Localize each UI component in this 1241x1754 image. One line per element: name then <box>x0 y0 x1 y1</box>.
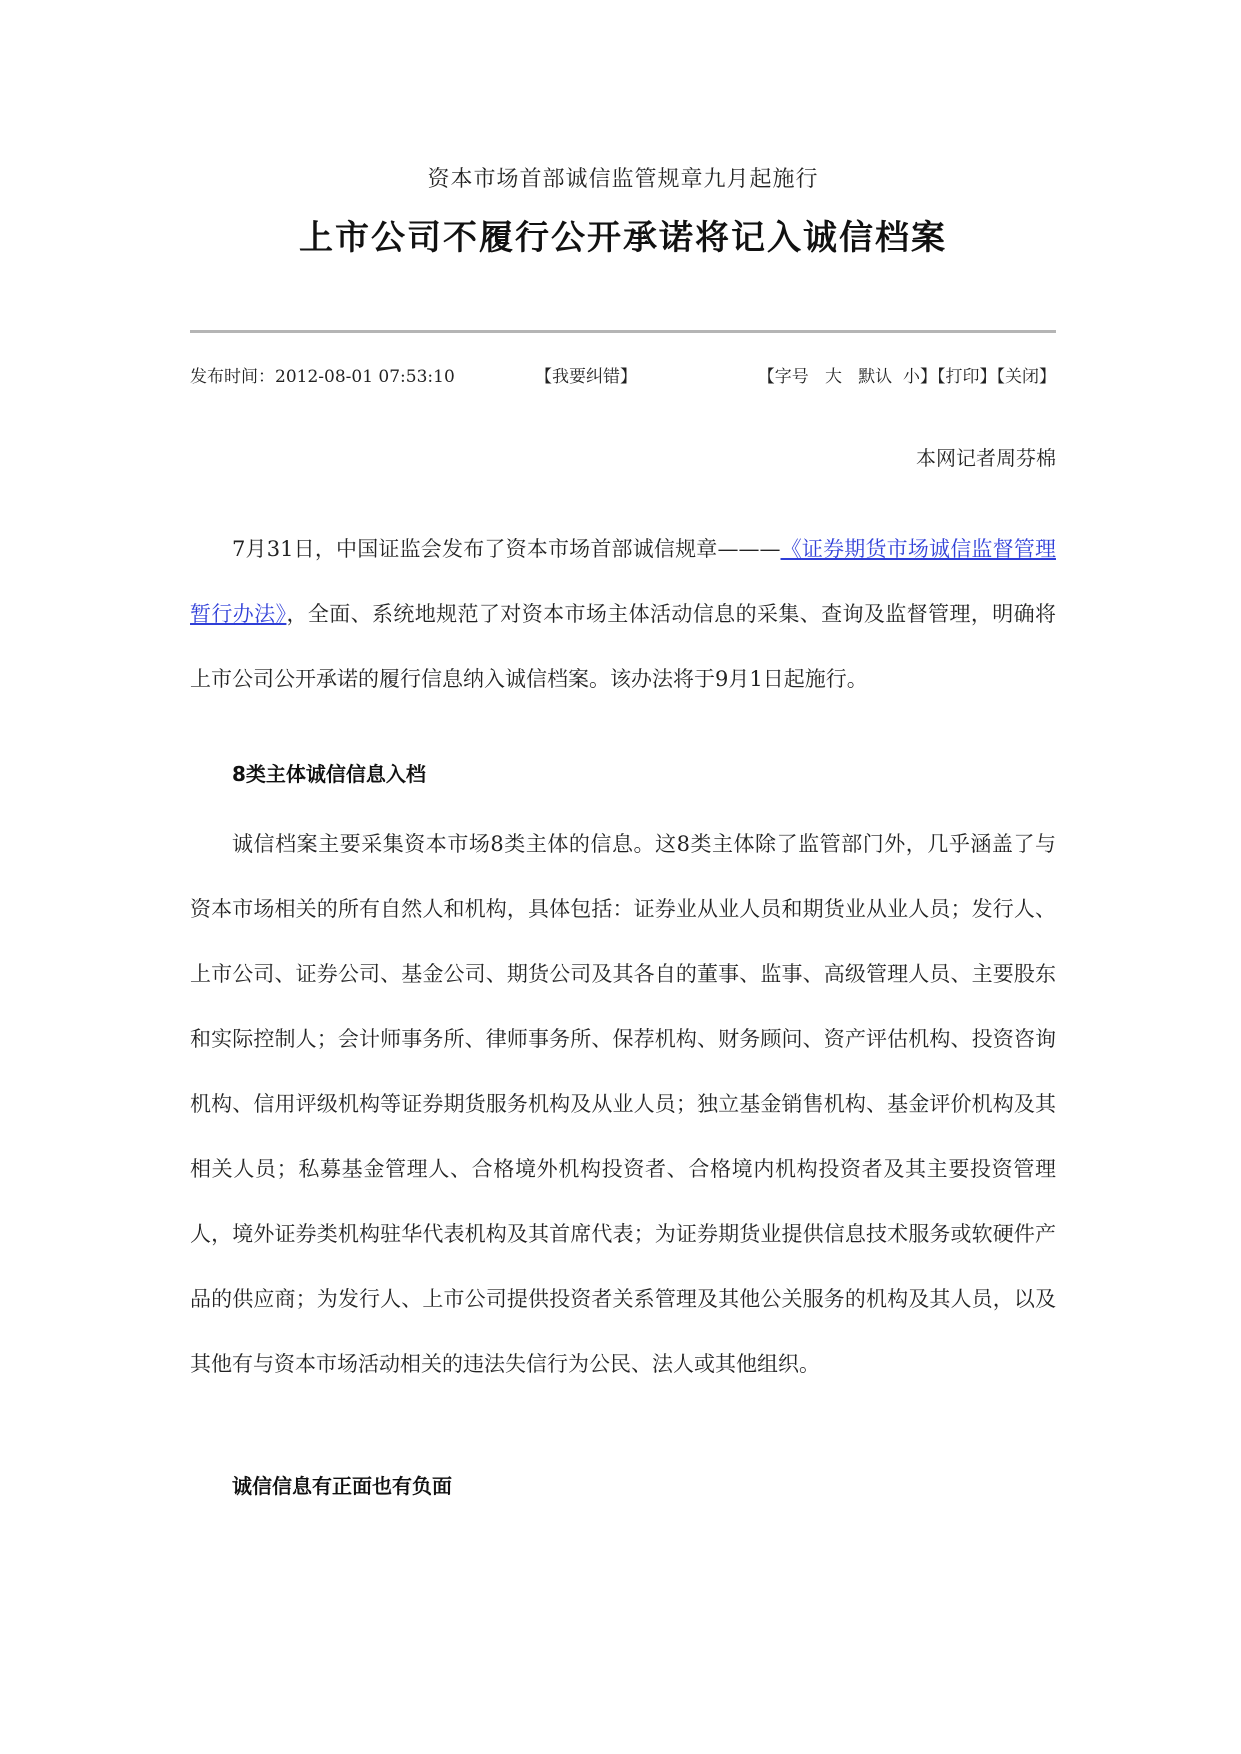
article-title: 上市公司不履行公开承诺将记入诚信档案 <box>299 218 947 258</box>
font-size-large-link[interactable]: 大 <box>824 367 842 387</box>
lead-text-before-link: 7月31日，中国证监会发布了资本市场首部诚信规章——— <box>232 537 781 561</box>
section-paragraph: 诚信档案主要采集资本市场8类主体的信息。这8类主体除了监管部门外，几乎涵盖了与资本市场相关的所有自然人和机构，具体包括：证券业从业人员和期货业从业人员；发行人、上市公司、证券公司、基金公司、期货公司及其各自的董事、监事、高级管理人员、主要股东和实际控制人；会计师事务所、律师事务所、保荐机构、财务顾问、资产评估机构、投资咨询机构、信用评级机构等证券期货服务机构及从业人员；独立基金销售机构、基金评价机构及其相关人员；私募基金管理人、合格境外机构投资者、合格境内机构投资者及其主要投资管理人，境外证券类机构驻华代表机构及其首席代表；为证券期货业提供信息技术服务或软硬件产品的供应商；为发行人、上市公司提供投资者关系管理及其他公关服务的机构及其人员，以及其他有与资本市场活动相关的违法失信行为公民、法人或其他组织。 <box>190 832 1056 1376</box>
lead-text-after-link: ，全面、系统地规范了对资本市场主体活动信息的采集、查询及监督管理，明确将上市公司公开承诺的履行信息纳入诚信档案。该办法将于9月1日起施行。 <box>190 602 1056 691</box>
reporter-byline: 本网记者周芬棉 <box>916 446 1056 470</box>
close-link[interactable]: 【关闭】 <box>996 367 1056 387</box>
font-size-label: 【字号 <box>757 367 809 387</box>
lead-paragraph <box>190 517 1056 712</box>
regulation-link[interactable]: 《证券期货市场诚信监督管理暂行办法》 <box>190 537 1056 626</box>
title-divider <box>190 330 1056 333</box>
report-error-link[interactable]: 【我要纠错】 <box>535 367 637 387</box>
article-page <box>190 0 1056 1754</box>
section-heading: 8类主体诚信信息入档 <box>232 762 426 786</box>
font-size-default-link[interactable]: 默认 <box>858 367 893 387</box>
article-tools <box>758 362 1056 387</box>
print-link[interactable]: 【打印】 <box>937 367 997 387</box>
publish-time: 发布时间：2012-08-01 07:53:10 <box>190 367 455 387</box>
section-heading: 诚信信息有正面也有负面 <box>232 1474 452 1498</box>
article-subtitle: 资本市场首部诚信监管规章九月起施行 <box>427 167 819 192</box>
font-size-small-link[interactable]: 小】 <box>903 367 937 387</box>
